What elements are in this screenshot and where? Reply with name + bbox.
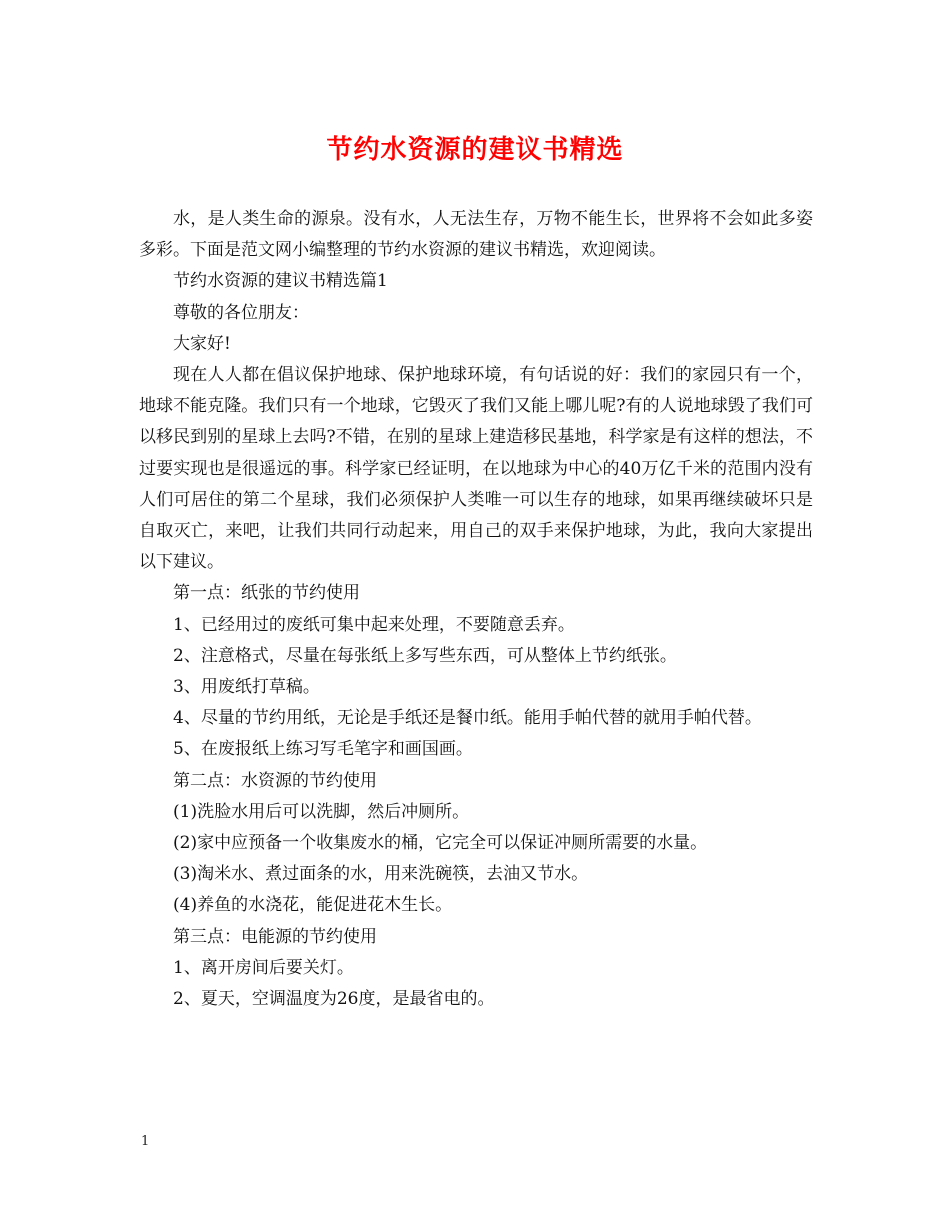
section-heading-1: 节约水资源的建议书精选篇1 [173,271,388,292]
list-item: 1、离开房间后要关灯。 [173,957,354,978]
list-item: 4、尽量的节约用纸，无论是手纸还是餐巾纸。能用手帕代替的就用手帕代替。 [173,708,762,729]
greeting: 大家好! [173,333,231,354]
point-heading-paper: 第一点：纸张的节约使用 [173,583,360,604]
point-heading-electricity: 第三点：电能源的节约使用 [173,926,377,947]
list-item: 5、在废报纸上练习写毛笔字和画国画。 [173,739,473,760]
list-item: 3、用废纸打草稿。 [173,677,320,698]
document-title: 节约水资源的建议书精选 [326,135,624,165]
list-item: (2)家中应预备一个收集废水的桶，它完全可以保证冲厕所需要的水量。 [173,833,708,854]
paragraph-intro: 水，是人类生命的源泉。没有水，人无法生存，万物不能生长，世界将不会如此多姿多彩。下面是范文网小编整理的节约水资源的建议书精选，欢迎阅读。 [139,209,813,261]
point-heading-water: 第二点：水资源的节约使用 [173,770,377,791]
list-item: 2、注意格式，尽量在每张纸上多写些东西，可从整体上节约纸张。 [173,645,677,666]
document-body [139,204,813,1015]
page-number: 1 [141,1134,150,1149]
list-item: 1、已经用过的废纸可集中起来处理，不要随意丢弃。 [173,614,575,635]
list-item: (1)洗脸水用后可以洗脚，然后冲厕所。 [173,801,470,822]
list-item: (3)淘米水、煮过面条的水，用来洗碗筷，去油又节水。 [173,864,589,885]
paragraph-body: 现在人人都在倡议保护地球、保护地球环境，有句话说的好：我们的家园只有一个，地球不能克隆。我们只有一个地球，它毁灭了我们又能上哪儿呢?有的人说地球毁了我们可以移民到别的星球上去吗?不错，在别的星球上建造移民基地，科学家是有这样的想法，不过要实现也是很遥远的事。科学家已经证明，在以地球为中心的40万亿千米的范围内没有人们可居住的第二个星球，我们必须保护人类唯一可以生存的地球，如果再继续破坏只是自取灭亡，来吧，让我们共同行动起来，用自己的双手来保护地球，为此，我向大家提出以下建议。 [139,365,813,573]
list-item: 2、夏天，空调温度为26度，是最省电的。 [173,989,495,1010]
salutation: 尊敬的各位朋友： [173,302,309,323]
list-item: (4)养鱼的水浇花，能促进花木生长。 [173,895,453,916]
